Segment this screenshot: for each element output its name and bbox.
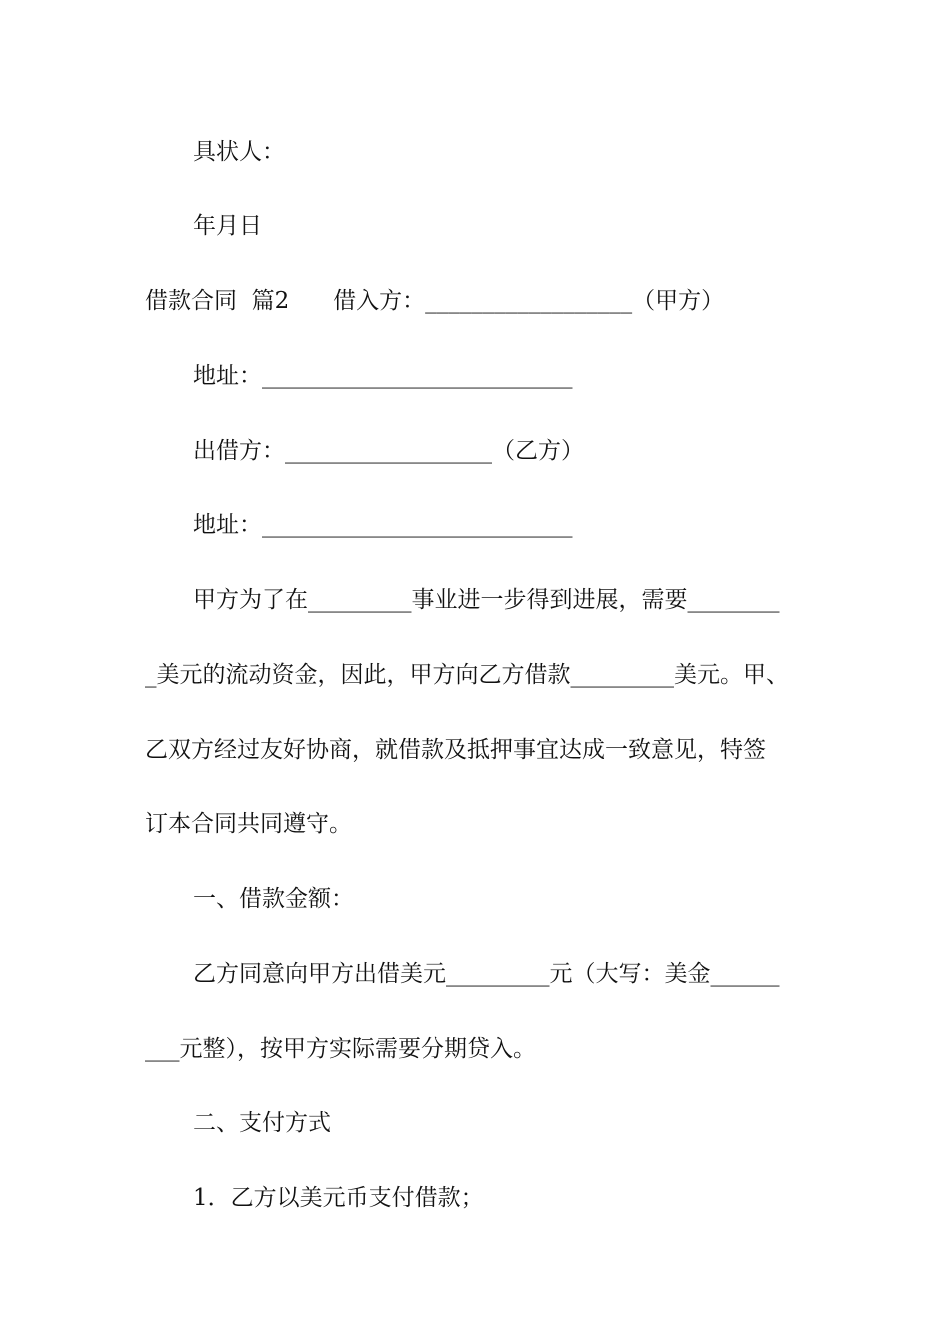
borrower-address-line: 地址：___________________________ [193,363,573,389]
body-paragraph-line-3: 乙双方经过友好协商，就借款及抵押事宜达成一致意见，特签 [145,737,766,763]
lender-address-line: 地址：___________________________ [193,512,573,538]
loan-amount-line-2: ___元整），按甲方实际需要分期贷入。 [145,1036,536,1062]
body-paragraph-line-1: 甲方为了在_________事业进一步得到进展，需要________ [193,587,780,613]
body-paragraph-line-4: 订本合同共同遵守。 [145,811,352,837]
section-heading-loan-amount: 一、借款金额： [193,886,354,912]
date-line: 年月日 [193,213,262,239]
body-paragraph-line-2: _美元的流动资金，因此，甲方向乙方借款_________美元。甲、 [145,662,789,688]
contract-title-borrower-line: 借款合同 篇2 借入方：__________________（甲方） [145,288,725,314]
payment-item-1: 1．乙方以美元币支付借款； [193,1185,484,1211]
lender-line: 出借方：__________________（乙方） [193,438,584,464]
signer-line: 具状人： [193,139,285,165]
section-heading-payment-method: 二、支付方式 [193,1110,331,1136]
loan-amount-line-1: 乙方同意向甲方出借美元_________元（大写：美金______ [193,961,780,987]
